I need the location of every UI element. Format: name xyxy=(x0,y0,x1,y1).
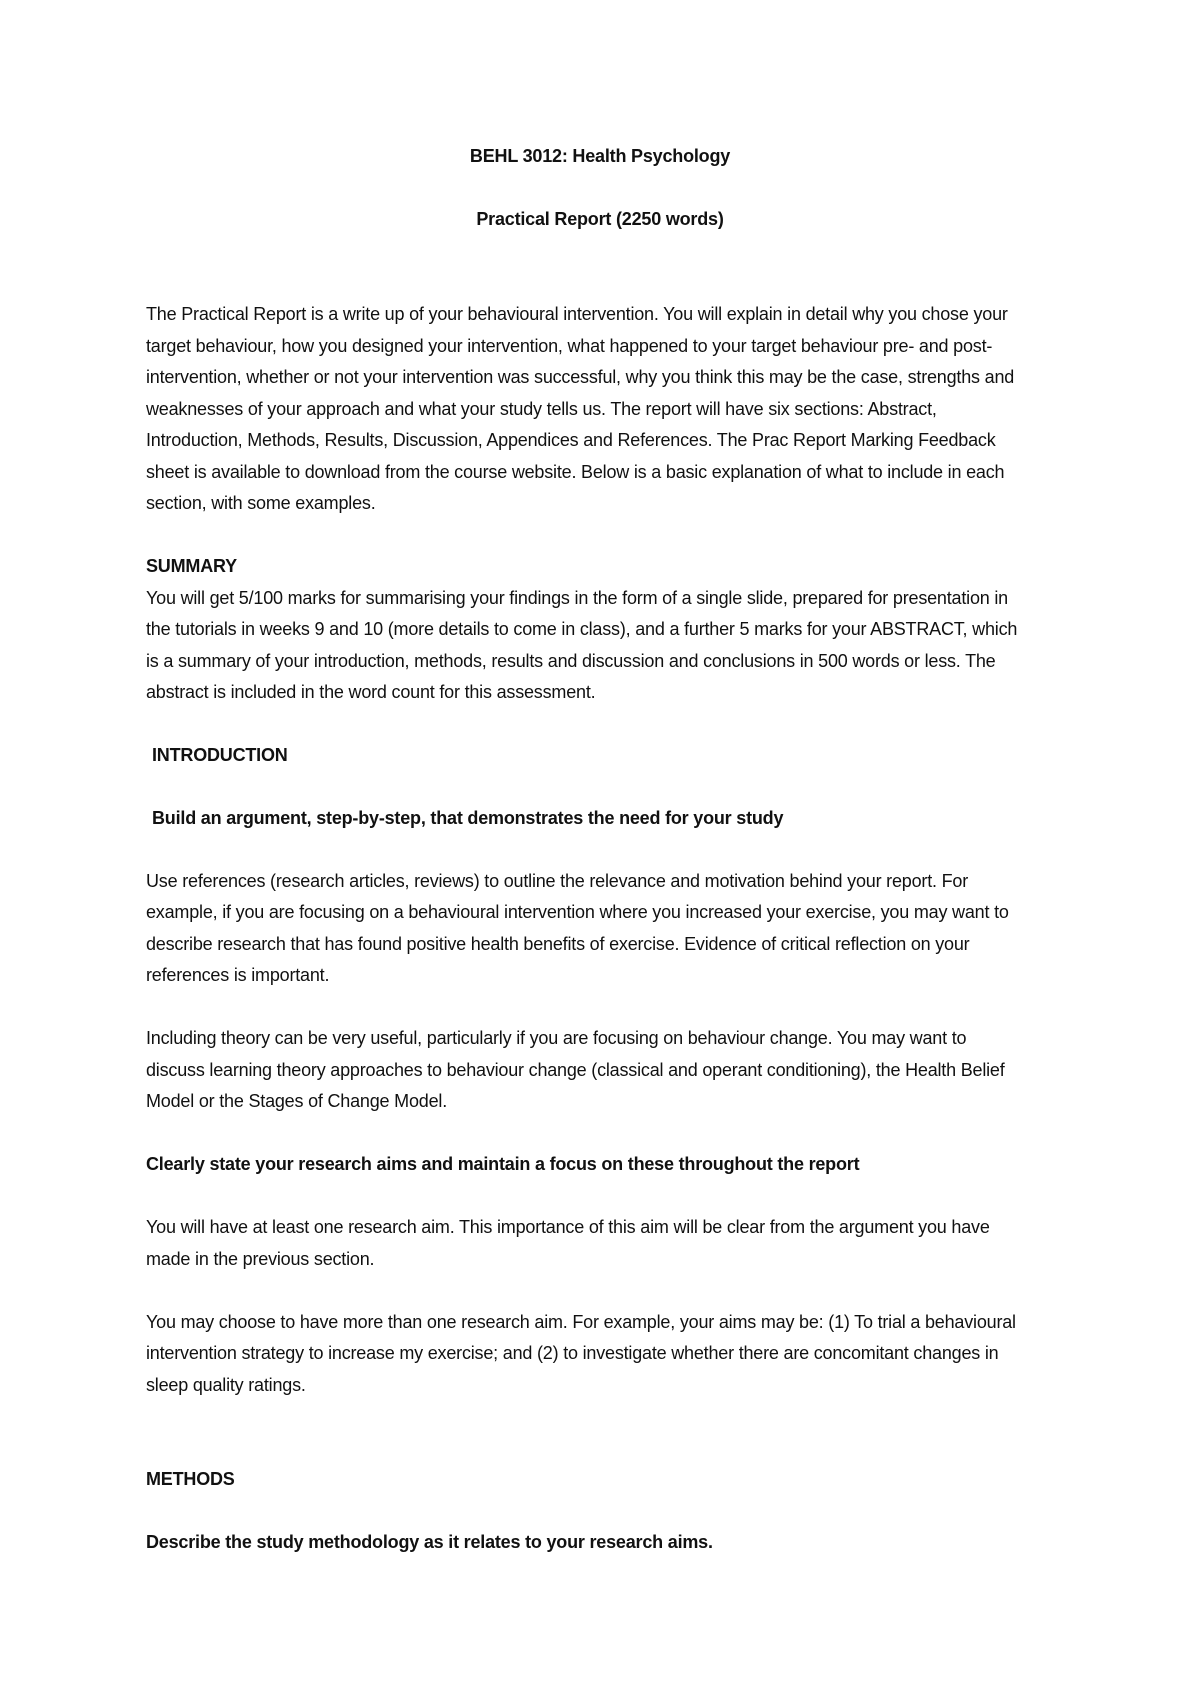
introduction-paragraph-line: describe research that has found positive health benefits of exercise. Evidence of critical reflection on your xyxy=(146,934,970,954)
introduction-paragraph-line: Model or the Stages of Change Model. xyxy=(146,1091,447,1111)
summary-line: is a summary of your introduction, methods, results and discussion and conclusions in 500 words or less. The xyxy=(146,651,996,671)
methods-heading: METHODS xyxy=(146,1469,235,1489)
summary-line: the tutorials in weeks 9 and 10 (more details to come in class), and a further 5 marks for your ABSTRACT, which xyxy=(146,619,1018,639)
intro-paragraph-line: sheet is available to download from the course website. Below is a basic explanation of what to include in each xyxy=(146,462,1005,482)
introduction-paragraph-line: made in the previous section. xyxy=(146,1249,375,1269)
summary-line: You will get 5/100 marks for summarising your findings in the form of a single slide, prepared for presentation in xyxy=(146,588,1008,608)
introduction-paragraph-line: references is important. xyxy=(146,965,330,985)
introduction-paragraph-line: You may choose to have more than one research aim. For example, your aims may be: (1) To trial a behavioural xyxy=(146,1312,1016,1332)
intro-paragraph-line: target behaviour, how you designed your intervention, what happened to your target behaviour pre- and post- xyxy=(146,336,993,356)
introduction-subheading-argument: Build an argument, step-by-step, that demonstrates the need for your study xyxy=(152,808,784,828)
document-subtitle: Practical Report (2250 words) xyxy=(476,209,724,229)
methods-subheading: Describe the study methodology as it relates to your research aims. xyxy=(146,1532,713,1552)
summary-heading: SUMMARY xyxy=(146,556,237,576)
introduction-subheading-aims: Clearly state your research aims and maintain a focus on these throughout the report xyxy=(146,1154,860,1174)
intro-paragraph-line: weaknesses of your approach and what your study tells us. The report will have six sections: Abstract, xyxy=(146,399,937,419)
intro-paragraph-line: intervention, whether or not your intervention was successful, why you think this may be the case, strengths and xyxy=(146,367,1015,387)
introduction-paragraph-line: sleep quality ratings. xyxy=(146,1375,306,1395)
intro-paragraph-line: section, with some examples. xyxy=(146,493,376,513)
document-title: BEHL 3012: Health Psychology xyxy=(469,146,731,166)
introduction-paragraph-line: example, if you are focusing on a behavioural intervention where you increased your exercise, you may want to xyxy=(146,902,1009,922)
introduction-paragraph-line: discuss learning theory approaches to behaviour change (classical and operant conditioning), the Health Belief xyxy=(146,1060,1005,1080)
introduction-heading: INTRODUCTION xyxy=(152,745,288,765)
introduction-paragraph-line: Including theory can be very useful, particularly if you are focusing on behaviour change. You may want to xyxy=(146,1028,967,1048)
introduction-paragraph-line: Use references (research articles, reviews) to outline the relevance and motivation behind your report. For xyxy=(146,871,968,891)
intro-paragraph-line: Introduction, Methods, Results, Discussion, Appendices and References. The Prac Report Marking Feedback xyxy=(146,430,996,450)
summary-line: abstract is included in the word count for this assessment. xyxy=(146,682,596,702)
intro-paragraph-line: The Practical Report is a write up of your behavioural intervention. You will explain in detail why you chose your xyxy=(146,304,1008,324)
introduction-paragraph-line: You will have at least one research aim. This importance of this aim will be clear from the argument you have xyxy=(146,1217,990,1237)
introduction-paragraph-line: intervention strategy to increase my exercise; and (2) to investigate whether there are concomitant changes in xyxy=(146,1343,999,1363)
